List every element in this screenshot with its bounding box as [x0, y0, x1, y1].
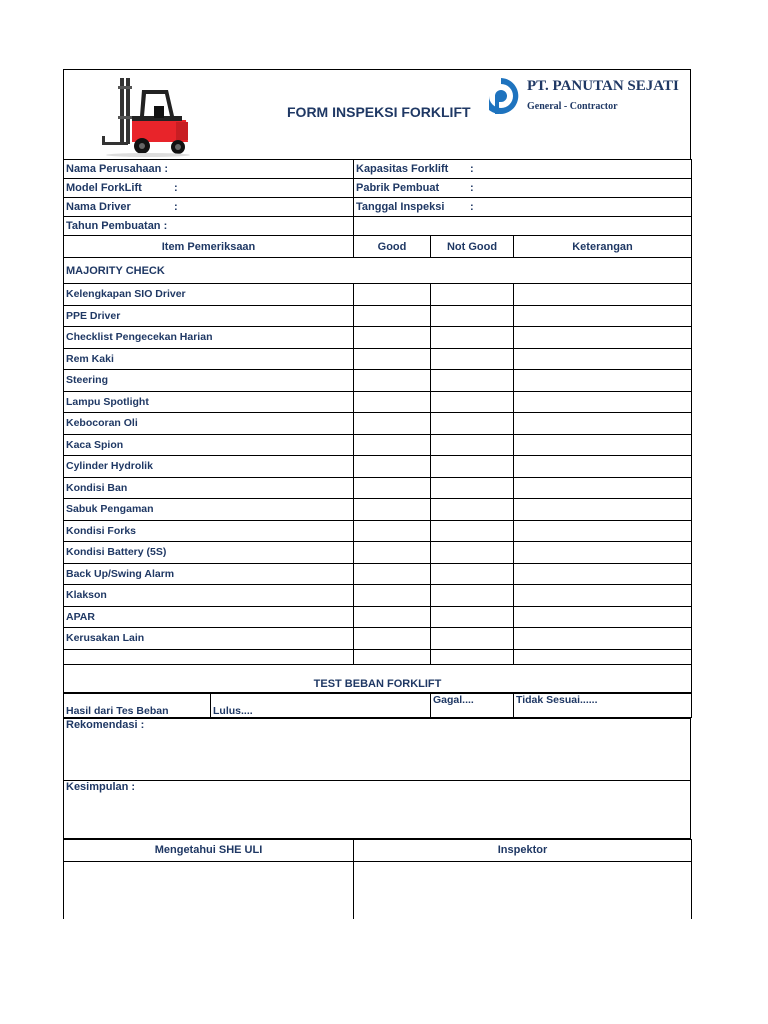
not-good-cell[interactable] [431, 477, 514, 499]
col-good: Good [354, 236, 431, 258]
list-item [64, 628, 692, 650]
tahun-field[interactable]: Tahun Pembuatan : [64, 217, 354, 236]
item-label [64, 649, 354, 664]
good-cell[interactable] [354, 434, 431, 456]
item-label: Kondisi Forks [64, 520, 354, 542]
kesimpulan-field[interactable]: Kesimpulan : [64, 780, 691, 838]
good-cell[interactable] [354, 585, 431, 607]
keterangan-cell[interactable] [514, 585, 692, 607]
list-item [64, 606, 692, 628]
she-label: Mengetahui SHE ULI [64, 839, 354, 861]
not-good-cell[interactable] [431, 585, 514, 607]
not-good-cell[interactable] [431, 348, 514, 370]
keterangan-cell[interactable] [514, 348, 692, 370]
good-cell[interactable] [354, 563, 431, 585]
company-subtitle: General - Contractor [527, 101, 618, 112]
item-label: Lampu Spotlight [64, 391, 354, 413]
keterangan-cell[interactable] [514, 305, 692, 327]
not-good-cell[interactable] [431, 413, 514, 435]
item-label: Kelengkapan SIO Driver [64, 284, 354, 306]
item-label: Kaca Spion [64, 434, 354, 456]
keterangan-cell[interactable] [514, 606, 692, 628]
list-item [64, 327, 692, 349]
form-title: FORM INSPEKSI FORKLIFT [287, 104, 471, 120]
item-label: Kebocoran Oli [64, 413, 354, 435]
item-label: Checklist Pengecekan Harian [64, 327, 354, 349]
info-table [63, 159, 692, 693]
list-item [64, 585, 692, 607]
items-list [64, 284, 692, 665]
item-label: Sabuk Pengaman [64, 499, 354, 521]
good-cell[interactable] [354, 477, 431, 499]
list-item [64, 284, 692, 306]
pabrik-field[interactable]: Pabrik Pembuat : [354, 179, 692, 198]
form-header [63, 69, 691, 159]
keterangan-cell[interactable] [514, 284, 692, 306]
not-good-cell[interactable] [431, 370, 514, 392]
col-item: Item Pemeriksaan [64, 236, 354, 258]
item-label: Back Up/Swing Alarm [64, 563, 354, 585]
company-name: PT. PANUTAN SEJATI [527, 78, 679, 94]
not-good-cell[interactable] [431, 284, 514, 306]
good-cell[interactable] [354, 649, 431, 664]
item-label: Cylinder Hydrolik [64, 456, 354, 478]
good-cell[interactable] [354, 284, 431, 306]
keterangan-cell[interactable] [514, 327, 692, 349]
keterangan-cell[interactable] [514, 413, 692, 435]
not-good-cell[interactable] [431, 391, 514, 413]
keterangan-cell[interactable] [514, 434, 692, 456]
nama-perusahaan-field[interactable]: Nama Perusahaan : [64, 160, 354, 179]
not-good-cell[interactable] [431, 563, 514, 585]
not-good-cell[interactable] [431, 327, 514, 349]
col-keterangan: Keterangan [514, 236, 692, 258]
good-cell[interactable] [354, 413, 431, 435]
lulus-option[interactable]: Lulus.... [211, 693, 431, 717]
list-item [64, 391, 692, 413]
keterangan-cell[interactable] [514, 499, 692, 521]
item-label: Rem Kaki [64, 348, 354, 370]
keterangan-cell[interactable] [514, 649, 692, 664]
list-item [64, 563, 692, 585]
column-header-row [64, 236, 692, 258]
list-item [64, 348, 692, 370]
hasil-label: Hasil dari Tes Beban [64, 693, 211, 717]
item-label: Kerusakan Lain [64, 628, 354, 650]
good-cell[interactable] [354, 391, 431, 413]
list-item [64, 305, 692, 327]
good-cell[interactable] [354, 542, 431, 564]
not-good-cell[interactable] [431, 520, 514, 542]
item-label: Kondisi Battery (5S) [64, 542, 354, 564]
list-item [64, 434, 692, 456]
item-label: APAR [64, 606, 354, 628]
rekomendasi-field[interactable]: Rekomendasi : [64, 718, 691, 780]
not-good-cell[interactable] [431, 434, 514, 456]
not-good-cell[interactable] [431, 606, 514, 628]
tanggal-field[interactable]: Tanggal Inspeksi : [354, 198, 692, 217]
good-cell[interactable] [354, 606, 431, 628]
model-field[interactable]: Model ForkLift : [64, 179, 354, 198]
inspektor-label: Inspektor [354, 839, 692, 861]
not-good-cell[interactable] [431, 499, 514, 521]
list-item [64, 477, 692, 499]
good-cell[interactable] [354, 520, 431, 542]
keterangan-cell[interactable] [514, 391, 692, 413]
test-beban-table [63, 693, 692, 718]
tidak-sesuai-option[interactable]: Tidak Sesuai...... [514, 693, 692, 717]
list-item [64, 456, 692, 478]
good-cell[interactable] [354, 628, 431, 650]
empty-info-cell[interactable] [354, 217, 692, 236]
kapasitas-field[interactable]: Kapasitas Forklift : [354, 160, 692, 179]
good-cell[interactable] [354, 456, 431, 478]
keterangan-cell[interactable] [514, 456, 692, 478]
item-label: Kondisi Ban [64, 477, 354, 499]
keterangan-cell[interactable] [514, 370, 692, 392]
not-good-cell[interactable] [431, 649, 514, 664]
list-item [64, 499, 692, 521]
item-label: Steering [64, 370, 354, 392]
list-item [64, 649, 692, 664]
list-item [64, 370, 692, 392]
test-beban-title: TEST BEBAN FORKLIFT [64, 664, 692, 692]
keterangan-cell[interactable] [514, 520, 692, 542]
gagal-option[interactable]: Gagal.... [431, 693, 514, 717]
driver-field[interactable]: Nama Driver : [64, 198, 354, 217]
inspektor-signature-box[interactable] [354, 861, 692, 919]
not-good-cell[interactable] [431, 542, 514, 564]
notes-table [63, 718, 691, 839]
section-title: MAJORITY CHECK [64, 258, 692, 284]
not-good-cell[interactable] [431, 456, 514, 478]
col-not-good: Not Good [431, 236, 514, 258]
keterangan-cell[interactable] [514, 477, 692, 499]
item-label: PPE Driver [64, 305, 354, 327]
good-cell[interactable] [354, 348, 431, 370]
list-item [64, 542, 692, 564]
not-good-cell[interactable] [431, 305, 514, 327]
signature-table [63, 839, 692, 920]
keterangan-cell[interactable] [514, 542, 692, 564]
not-good-cell[interactable] [431, 628, 514, 650]
keterangan-cell[interactable] [514, 628, 692, 650]
she-signature-box[interactable] [64, 861, 354, 919]
good-cell[interactable] [354, 370, 431, 392]
forklift-image [98, 76, 193, 158]
list-item [64, 520, 692, 542]
good-cell[interactable] [354, 305, 431, 327]
good-cell[interactable] [354, 327, 431, 349]
good-cell[interactable] [354, 499, 431, 521]
keterangan-cell[interactable] [514, 563, 692, 585]
list-item [64, 413, 692, 435]
inspection-form [63, 69, 691, 919]
item-label: Klakson [64, 585, 354, 607]
company-logo-icon [481, 76, 521, 116]
